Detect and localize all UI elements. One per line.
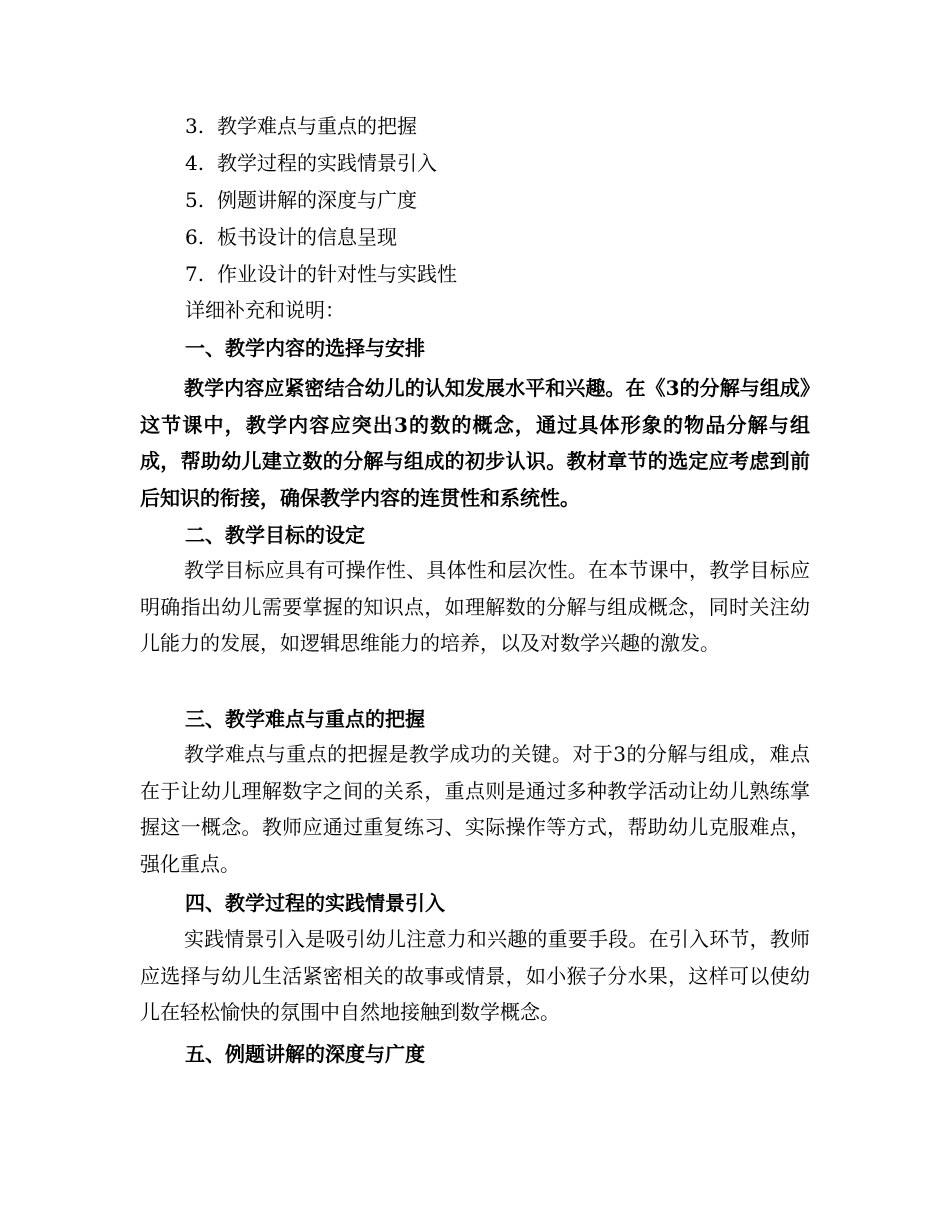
list-item — [185, 260, 457, 288]
section-heading: 一、教学内容的选择与安排 — [185, 336, 425, 360]
section-body: 教学难点与重点的把握是教学成功的关键。对于3的分解与组成，难点在于让幼儿理解数字之间的关系，重点则是通过多种教学活动让幼儿熟练掌握这一概念。教师应通过重复练习、实际操作等方式，帮助幼儿克服难点，强化重点。 — [140, 742, 810, 876]
list-item-text: 例题讲解的深度与广度 — [217, 188, 417, 212]
list-item-text: 板书设计的信息呈现 — [217, 225, 397, 249]
list-item-text: 教学难点与重点的把握 — [217, 114, 417, 138]
list-item — [185, 149, 437, 177]
list-item — [185, 223, 397, 251]
list-item-number: 3. — [185, 114, 205, 138]
list-item-number: 6. — [185, 225, 205, 249]
intro-text: 详细补充和说明： — [185, 298, 345, 322]
section-heading: 四、教学过程的实践情景引入 — [185, 891, 445, 915]
list-item-number: 4. — [185, 151, 205, 175]
list-item-text: 教学过程的实践情景引入 — [217, 151, 437, 175]
list-item — [185, 112, 417, 140]
list-item-text: 作业设计的针对性与实践性 — [217, 262, 457, 286]
list-item-number: 5. — [185, 188, 205, 212]
section-heading: 五、例题讲解的深度与广度 — [185, 1042, 425, 1066]
section-heading: 三、教学难点与重点的把握 — [185, 707, 425, 731]
section-heading: 二、教学目标的设定 — [185, 523, 365, 547]
list-item — [185, 186, 417, 214]
section-body: 教学内容应紧密结合幼儿的认知发展水平和兴趣。在《3的分解与组成》这节课中，教学内容应突出3的数的概念，通过具体形象的物品分解与组成，帮助幼儿建立数的分解与组成的初步认识。教材章节的选定应考虑到前后知识的衔接，确保教学内容的连贯性和系统性。 — [140, 376, 810, 510]
section-body: 教学目标应具有可操作性、具体性和层次性。在本节课中，教学目标应明确指出幼儿需要掌握的知识点，如理解数的分解与组成概念，同时关注幼儿能力的发展，如逻辑思维能力的培养，以及对数学兴趣的激发。 — [140, 558, 810, 655]
section-body: 实践情景引入是吸引幼儿注意力和兴趣的重要手段。在引入环节，教师应选择与幼儿生活紧密相关的故事或情景，如小猴子分水果，这样可以使幼儿在轻松愉快的氛围中自然地接触到数学概念。 — [140, 927, 810, 1024]
list-item-number: 7. — [185, 262, 205, 286]
